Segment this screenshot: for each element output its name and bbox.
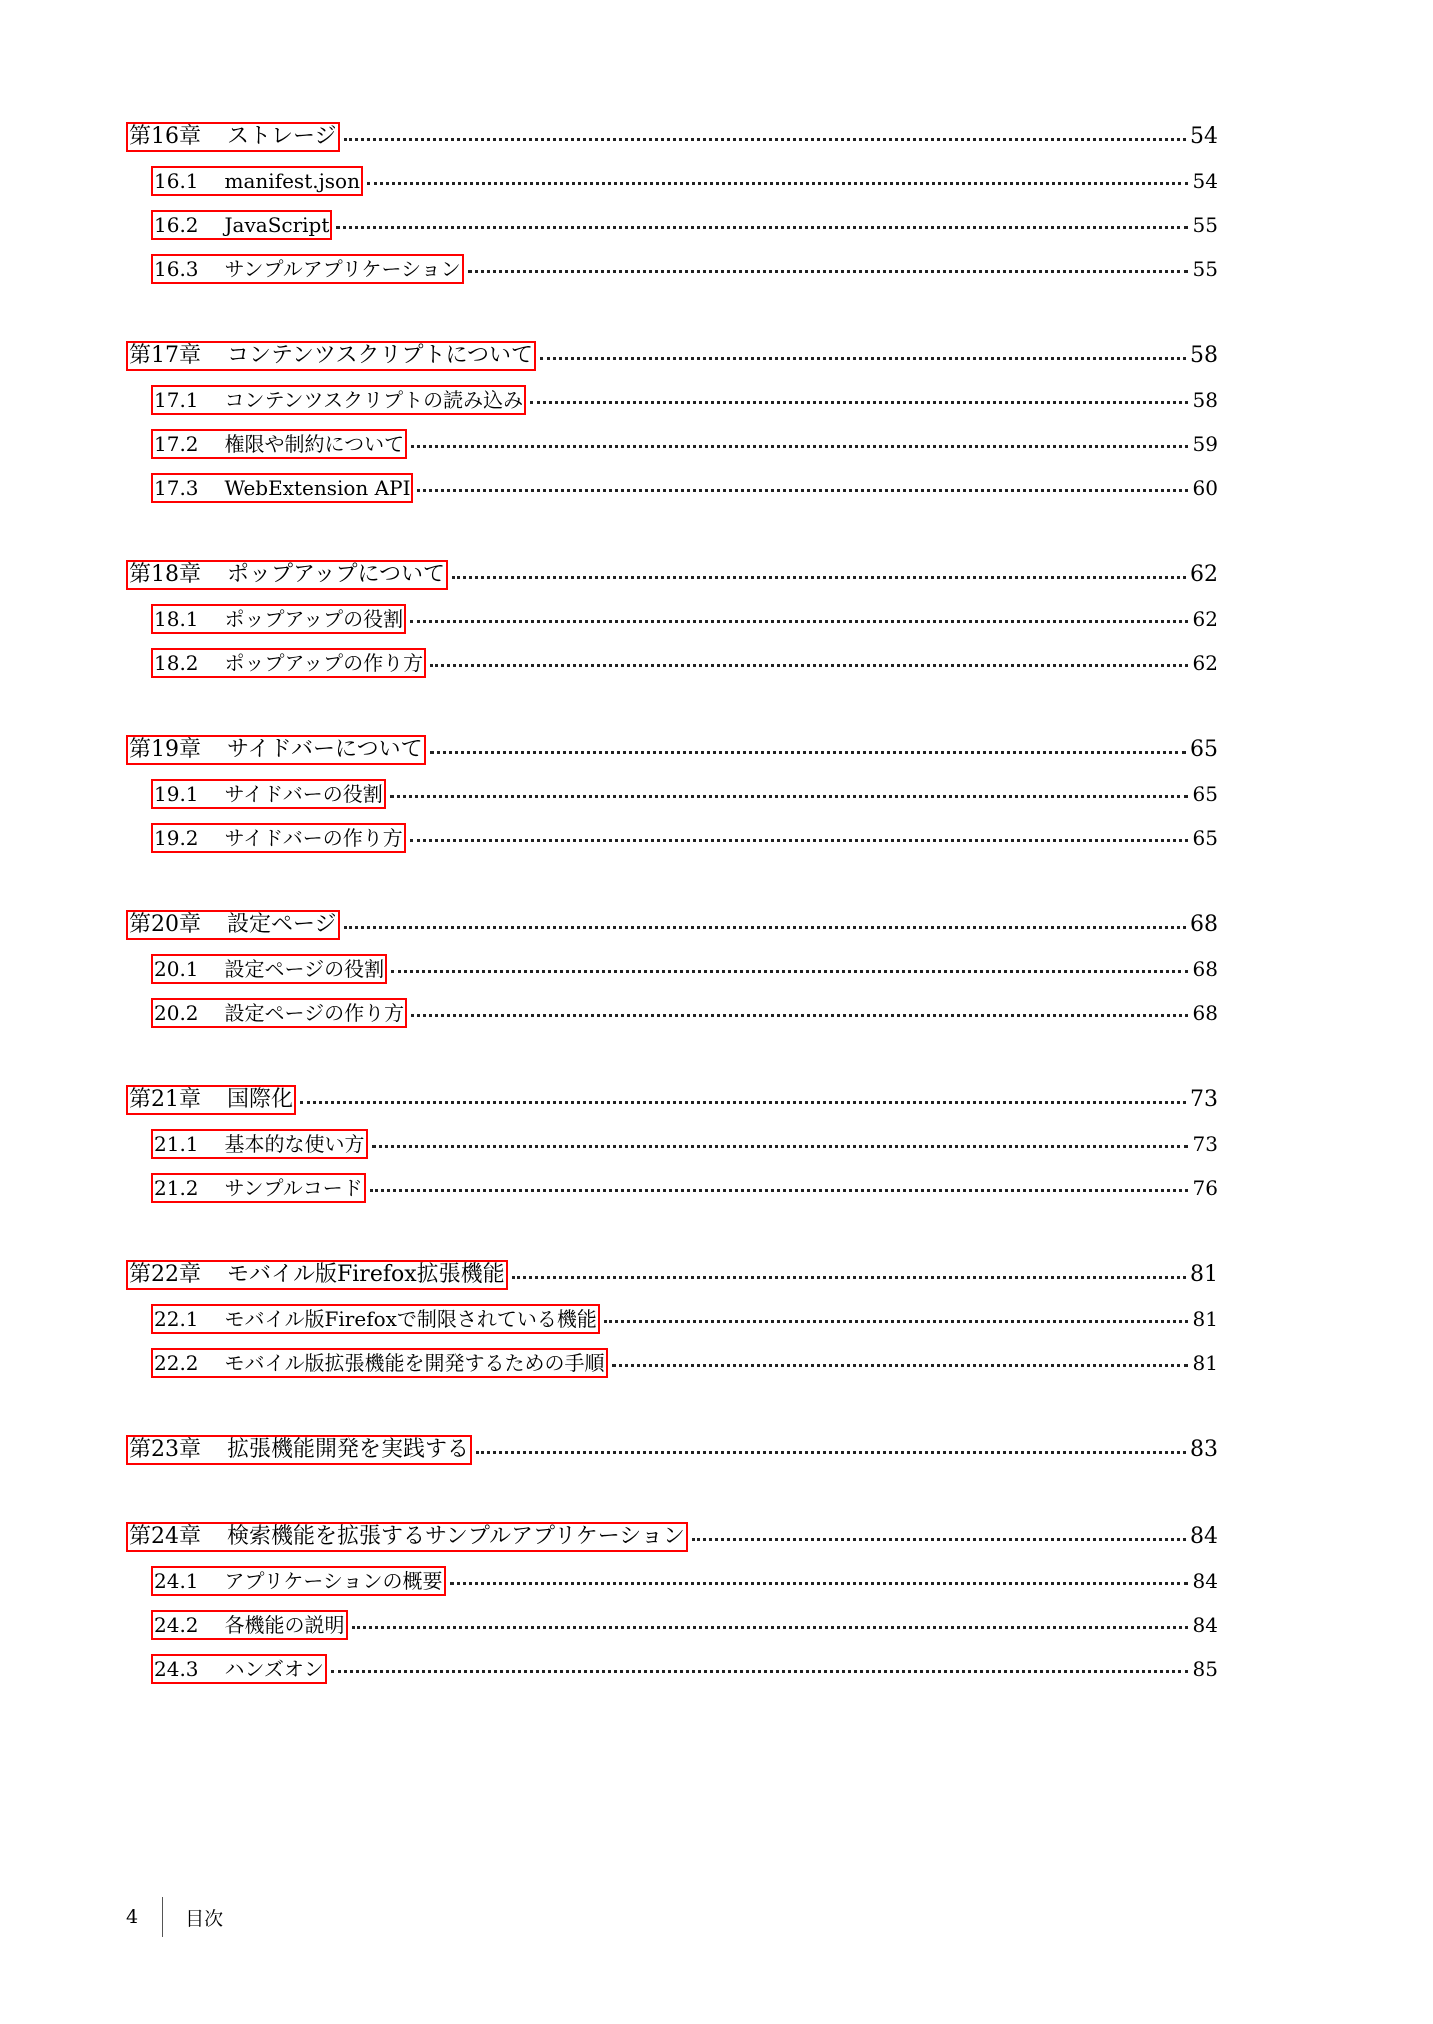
section-number: 16.1 (154, 169, 199, 193)
page-number: 58 (1190, 343, 1218, 368)
dot-leader (468, 270, 1188, 273)
table-of-contents (126, 115, 1218, 1734)
page-number: 84 (1192, 1569, 1218, 1593)
dot-leader (512, 1276, 1186, 1279)
toc-section-entry (126, 1166, 1218, 1210)
toc-chapter-link[interactable] (126, 910, 340, 940)
section-number: 24.1 (154, 1569, 199, 1593)
toc-section-link[interactable] (151, 1610, 348, 1640)
toc-section-link[interactable] (151, 998, 407, 1028)
toc-section-entry (126, 641, 1218, 685)
dot-leader (417, 489, 1188, 492)
toc-section-link[interactable] (151, 1129, 368, 1159)
toc-section-entry (126, 947, 1218, 991)
toc-chapter-block (126, 1428, 1218, 1472)
toc-section-entry (126, 1647, 1218, 1691)
page-number: 81 (1192, 1307, 1218, 1331)
toc-section-entry (126, 378, 1218, 422)
section-title: モバイル版拡張機能を開発するための手順 (224, 1351, 605, 1375)
chapter-title: 検索機能を拡張するサンプルアプリケーション (227, 1524, 685, 1549)
section-number: 16.3 (154, 257, 199, 281)
chapter-title: 拡張機能開発を実践する (227, 1437, 470, 1462)
chapter-title: コンテンツスクリプトについて (227, 343, 534, 368)
toc-chapter-entry (126, 1515, 1218, 1559)
toc-section-entry (126, 1341, 1218, 1385)
section-title: サンプルコード (224, 1176, 363, 1200)
dot-leader (410, 620, 1188, 623)
section-number: 19.1 (154, 782, 199, 806)
section-number: 24.3 (154, 1657, 199, 1681)
section-title: モバイル版Firefoxで制限されている機能 (224, 1307, 597, 1331)
page-number: 59 (1192, 432, 1218, 456)
dot-leader (410, 839, 1188, 842)
dot-leader (411, 1014, 1188, 1017)
dot-leader (450, 1582, 1188, 1585)
chapter-title: モバイル版Firefox拡張機能 (227, 1262, 505, 1287)
toc-section-entry (126, 1122, 1218, 1166)
toc-chapter-block (126, 1515, 1218, 1691)
dot-leader (344, 138, 1186, 141)
toc-chapter-block (126, 1253, 1218, 1385)
page-number: 84 (1192, 1613, 1218, 1637)
dot-leader (367, 182, 1188, 185)
page-number: 73 (1192, 1132, 1218, 1156)
toc-section-entry (126, 422, 1218, 466)
section-title: ポップアップの作り方 (224, 651, 424, 675)
chapter-title: 国際化 (227, 1087, 294, 1112)
toc-chapter-block (126, 115, 1218, 291)
section-title: アプリケーションの概要 (224, 1569, 443, 1593)
dot-leader (336, 226, 1188, 229)
toc-chapter-entry (126, 1428, 1218, 1472)
dot-leader (612, 1364, 1188, 1367)
toc-chapter-link[interactable] (126, 1260, 508, 1290)
toc-section-entry (126, 203, 1218, 247)
section-title: ハンズオン (224, 1657, 324, 1681)
section-title: サイドバーの作り方 (224, 826, 403, 850)
toc-section-link[interactable] (151, 648, 426, 678)
page-number: 68 (1190, 912, 1218, 937)
section-number: 22.1 (154, 1307, 199, 1331)
page-number: 55 (1192, 213, 1218, 237)
page-number: 65 (1192, 826, 1218, 850)
toc-chapter-block (126, 728, 1218, 860)
toc-section-link[interactable] (151, 429, 407, 459)
toc-chapter-entry (126, 1078, 1218, 1122)
toc-section-link[interactable] (151, 473, 413, 503)
chapter-number: 第20章 (129, 912, 201, 937)
chapter-number: 第22章 (129, 1262, 201, 1287)
dot-leader (390, 795, 1188, 798)
dot-leader (692, 1538, 1186, 1541)
chapter-number: 第16章 (129, 124, 201, 149)
toc-chapter-link[interactable] (126, 560, 448, 590)
dot-leader (411, 445, 1188, 448)
page-number: 54 (1190, 124, 1218, 149)
toc-section-entry (126, 597, 1218, 641)
toc-section-entry (126, 1559, 1218, 1603)
section-number: 17.2 (154, 432, 199, 456)
dot-leader (300, 1101, 1186, 1104)
toc-chapter-block (126, 903, 1218, 1035)
section-number: 17.1 (154, 388, 199, 412)
toc-chapter-entry (126, 1253, 1218, 1297)
toc-chapter-entry (126, 553, 1218, 597)
section-title: サイドバーの役割 (224, 782, 383, 806)
section-title: サンプルアプリケーション (224, 257, 461, 281)
chapter-title: ポップアップについて (227, 562, 446, 587)
toc-chapter-block (126, 334, 1218, 510)
toc-chapter-entry (126, 728, 1218, 772)
section-number: 19.2 (154, 826, 199, 850)
page-number: 65 (1190, 737, 1218, 762)
page-number: 68 (1192, 1001, 1218, 1025)
section-title: 設定ページの役割 (224, 957, 385, 981)
footer-section-title: 目次 (185, 1907, 224, 1930)
toc-section-entry (126, 466, 1218, 510)
toc-chapter-link[interactable] (126, 341, 536, 371)
chapter-title: 設定ページ (227, 912, 337, 937)
page-number: 83 (1190, 1437, 1218, 1462)
toc-section-link[interactable] (151, 1654, 327, 1684)
section-number: 21.1 (154, 1132, 199, 1156)
toc-section-link[interactable] (151, 1304, 600, 1334)
dot-leader (530, 401, 1188, 404)
page-number: 81 (1192, 1351, 1218, 1375)
toc-chapter-link[interactable] (126, 735, 426, 765)
page-number: 62 (1192, 607, 1218, 631)
page-number: 62 (1192, 651, 1218, 675)
toc-chapter-link[interactable] (126, 1522, 688, 1552)
dot-leader (476, 1451, 1186, 1454)
toc-chapter-entry (126, 903, 1218, 947)
chapter-title: ストレージ (227, 124, 337, 149)
toc-chapter-block (126, 553, 1218, 685)
chapter-number: 第23章 (129, 1437, 201, 1462)
section-title: WebExtension API (224, 476, 411, 500)
toc-section-link[interactable] (151, 1566, 446, 1596)
dot-leader (331, 1670, 1188, 1673)
toc-section-entry (126, 1297, 1218, 1341)
toc-section-link[interactable] (151, 604, 406, 634)
page-number: 65 (1192, 782, 1218, 806)
section-title: コンテンツスクリプトの読み込み (224, 388, 524, 412)
dot-leader (452, 576, 1186, 579)
dot-leader (430, 664, 1188, 667)
dot-leader (604, 1320, 1188, 1323)
toc-section-link[interactable] (151, 779, 386, 809)
section-number: 16.2 (154, 213, 199, 237)
section-number: 24.2 (154, 1613, 199, 1637)
dot-leader (540, 357, 1186, 360)
footer-page-number: 4 (126, 1906, 139, 1928)
section-number: 18.1 (154, 607, 199, 631)
page-number: 54 (1192, 169, 1218, 193)
section-title: ポップアップの役割 (224, 607, 404, 631)
chapter-number: 第17章 (129, 343, 201, 368)
page-number: 58 (1192, 388, 1218, 412)
page-number: 55 (1192, 257, 1218, 281)
page-number: 62 (1190, 562, 1218, 587)
dot-leader (372, 1145, 1188, 1148)
section-number: 17.3 (154, 476, 199, 500)
toc-section-link[interactable] (151, 166, 363, 196)
toc-section-link[interactable] (151, 254, 464, 284)
toc-chapter-entry (126, 334, 1218, 378)
page-number: 85 (1192, 1657, 1218, 1681)
chapter-number: 第24章 (129, 1524, 201, 1549)
toc-chapter-block (126, 1078, 1218, 1210)
page-number: 60 (1192, 476, 1218, 500)
toc-section-entry (126, 1603, 1218, 1647)
section-number: 18.2 (154, 651, 199, 675)
toc-section-link[interactable] (151, 823, 406, 853)
toc-section-link[interactable] (151, 1348, 608, 1378)
toc-section-link[interactable] (151, 210, 332, 240)
page-number: 81 (1190, 1262, 1218, 1287)
dot-leader (370, 1189, 1188, 1192)
chapter-title: サイドバーについて (227, 737, 423, 762)
toc-section-link[interactable] (151, 1173, 366, 1203)
section-title: 各機能の説明 (224, 1613, 345, 1637)
footer-divider (162, 1897, 163, 1937)
toc-section-entry (126, 991, 1218, 1035)
toc-section-entry (126, 159, 1218, 203)
toc-chapter-entry (126, 115, 1218, 159)
chapter-number: 第18章 (129, 562, 201, 587)
section-number: 20.1 (154, 957, 199, 981)
page-number: 68 (1192, 957, 1218, 981)
section-number: 22.2 (154, 1351, 199, 1375)
section-title: JavaScript (224, 213, 330, 237)
page-number: 76 (1192, 1176, 1218, 1200)
toc-chapter-link[interactable] (126, 1435, 472, 1465)
section-title: manifest.json (224, 169, 360, 193)
chapter-number: 第19章 (129, 737, 201, 762)
section-number: 21.2 (154, 1176, 199, 1200)
page-number: 73 (1190, 1087, 1218, 1112)
section-number: 20.2 (154, 1001, 199, 1025)
toc-section-link[interactable] (151, 385, 526, 415)
toc-section-entry (126, 247, 1218, 291)
dot-leader (430, 751, 1186, 754)
section-title: 設定ページの作り方 (224, 1001, 405, 1025)
section-title: 権限や制約について (224, 432, 405, 456)
page-footer (126, 1897, 223, 1937)
toc-section-entry (126, 816, 1218, 860)
dot-leader (391, 970, 1188, 973)
section-title: 基本的な使い方 (224, 1132, 365, 1156)
toc-section-entry (126, 772, 1218, 816)
toc-chapter-link[interactable] (126, 122, 340, 152)
page-number: 84 (1190, 1524, 1218, 1549)
dot-leader (352, 1626, 1188, 1629)
chapter-number: 第21章 (129, 1087, 201, 1112)
toc-section-link[interactable] (151, 954, 387, 984)
toc-chapter-link[interactable] (126, 1085, 296, 1115)
dot-leader (344, 926, 1186, 929)
